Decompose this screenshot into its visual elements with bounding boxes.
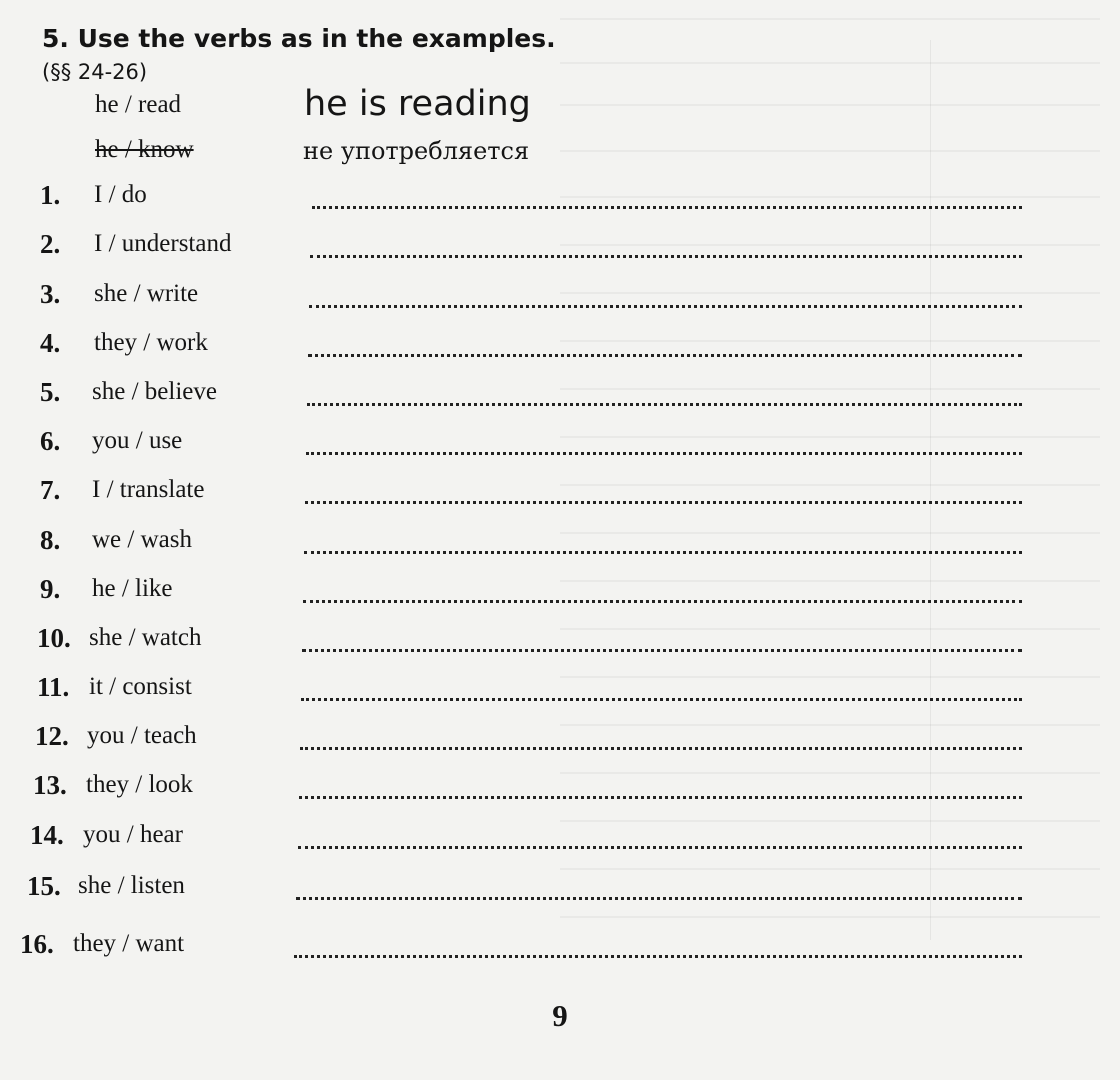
exercise-item-12	[0, 721, 1120, 761]
item-prompt: it / consist	[89, 673, 192, 700]
exercise-item-8	[0, 525, 1120, 565]
item-prompt: she / listen	[78, 872, 185, 899]
exercise-item-14	[0, 820, 1120, 860]
exercise-item-4	[0, 328, 1120, 368]
exercise-item-10	[0, 623, 1120, 663]
item-number: 4.	[40, 328, 61, 358]
item-prompt: you / teach	[87, 722, 197, 749]
answer-blank-line[interactable]	[312, 206, 1022, 209]
answer-blank-line[interactable]	[306, 452, 1022, 455]
item-prompt: you / use	[92, 427, 183, 454]
exercise-item-7	[0, 475, 1120, 515]
example-prompt-1: he / read	[95, 91, 182, 118]
item-prompt: they / work	[94, 329, 208, 356]
answer-blank-line[interactable]	[303, 600, 1022, 603]
exercise-item-13	[0, 770, 1120, 810]
exercise-reference: (§§ 24-26)	[42, 60, 148, 84]
answer-blank-line[interactable]	[299, 796, 1022, 799]
exercise-item-2	[0, 229, 1120, 269]
exercise-item-16	[0, 929, 1120, 969]
item-prompt: he / like	[92, 575, 173, 602]
show-through-line	[560, 868, 1100, 870]
page-number: 9	[552, 998, 568, 1033]
item-prompt: she / believe	[92, 378, 217, 405]
item-prompt: you / hear	[83, 821, 183, 848]
exercise-item-9	[0, 574, 1120, 614]
answer-blank-line[interactable]	[294, 955, 1022, 958]
item-number: 5.	[40, 377, 61, 407]
item-number: 15.	[27, 871, 61, 901]
answer-blank-line[interactable]	[301, 698, 1022, 701]
item-number: 6.	[40, 426, 61, 456]
item-number: 9.	[40, 574, 61, 604]
answer-blank-line[interactable]	[308, 354, 1022, 357]
answer-blank-line[interactable]	[305, 501, 1022, 504]
exercise-item-3	[0, 279, 1120, 319]
exercise-item-1	[0, 180, 1120, 220]
item-number: 1.	[40, 180, 61, 210]
item-number: 10.	[37, 623, 71, 653]
item-prompt: she / write	[94, 280, 199, 307]
example-answer-2: не употребляется	[303, 137, 530, 165]
item-number: 2.	[40, 229, 61, 259]
show-through-line	[560, 916, 1100, 918]
item-number: 8.	[40, 525, 61, 555]
show-through-line	[560, 62, 1100, 64]
show-through-line	[560, 150, 1100, 152]
answer-blank-line[interactable]	[298, 846, 1022, 849]
item-number: 12.	[35, 721, 69, 751]
item-number: 16.	[20, 929, 54, 959]
exercise-item-11	[0, 672, 1120, 712]
answer-blank-line[interactable]	[300, 747, 1022, 750]
item-prompt: they / look	[86, 771, 193, 798]
exercise-item-6	[0, 426, 1120, 466]
item-number: 11.	[37, 672, 70, 702]
item-prompt: she / watch	[89, 624, 202, 651]
exercise-item-15	[0, 871, 1120, 911]
item-prompt: I / translate	[92, 476, 205, 503]
answer-blank-line[interactable]	[310, 255, 1022, 258]
item-number: 7.	[40, 475, 61, 505]
exercise-item-5	[0, 377, 1120, 417]
example-prompt-2-struck: he / know	[95, 136, 194, 163]
item-prompt: they / want	[73, 930, 185, 957]
item-number: 14.	[30, 820, 64, 850]
item-number: 3.	[40, 279, 61, 309]
example-answer-1: he is reading	[304, 84, 531, 124]
item-prompt: I / understand	[94, 230, 232, 257]
show-through-line	[560, 18, 1100, 20]
exercise-title: 5. Use the verbs as in the examples.	[42, 24, 556, 53]
item-prompt: we / wash	[92, 526, 192, 553]
answer-blank-line[interactable]	[296, 897, 1022, 900]
answer-blank-line[interactable]	[307, 403, 1022, 406]
answer-blank-line[interactable]	[302, 649, 1022, 652]
answer-blank-line[interactable]	[309, 305, 1022, 308]
item-number: 13.	[33, 770, 67, 800]
item-prompt: I / do	[94, 181, 147, 208]
show-through-line	[560, 104, 1100, 106]
answer-blank-line[interactable]	[304, 551, 1022, 554]
